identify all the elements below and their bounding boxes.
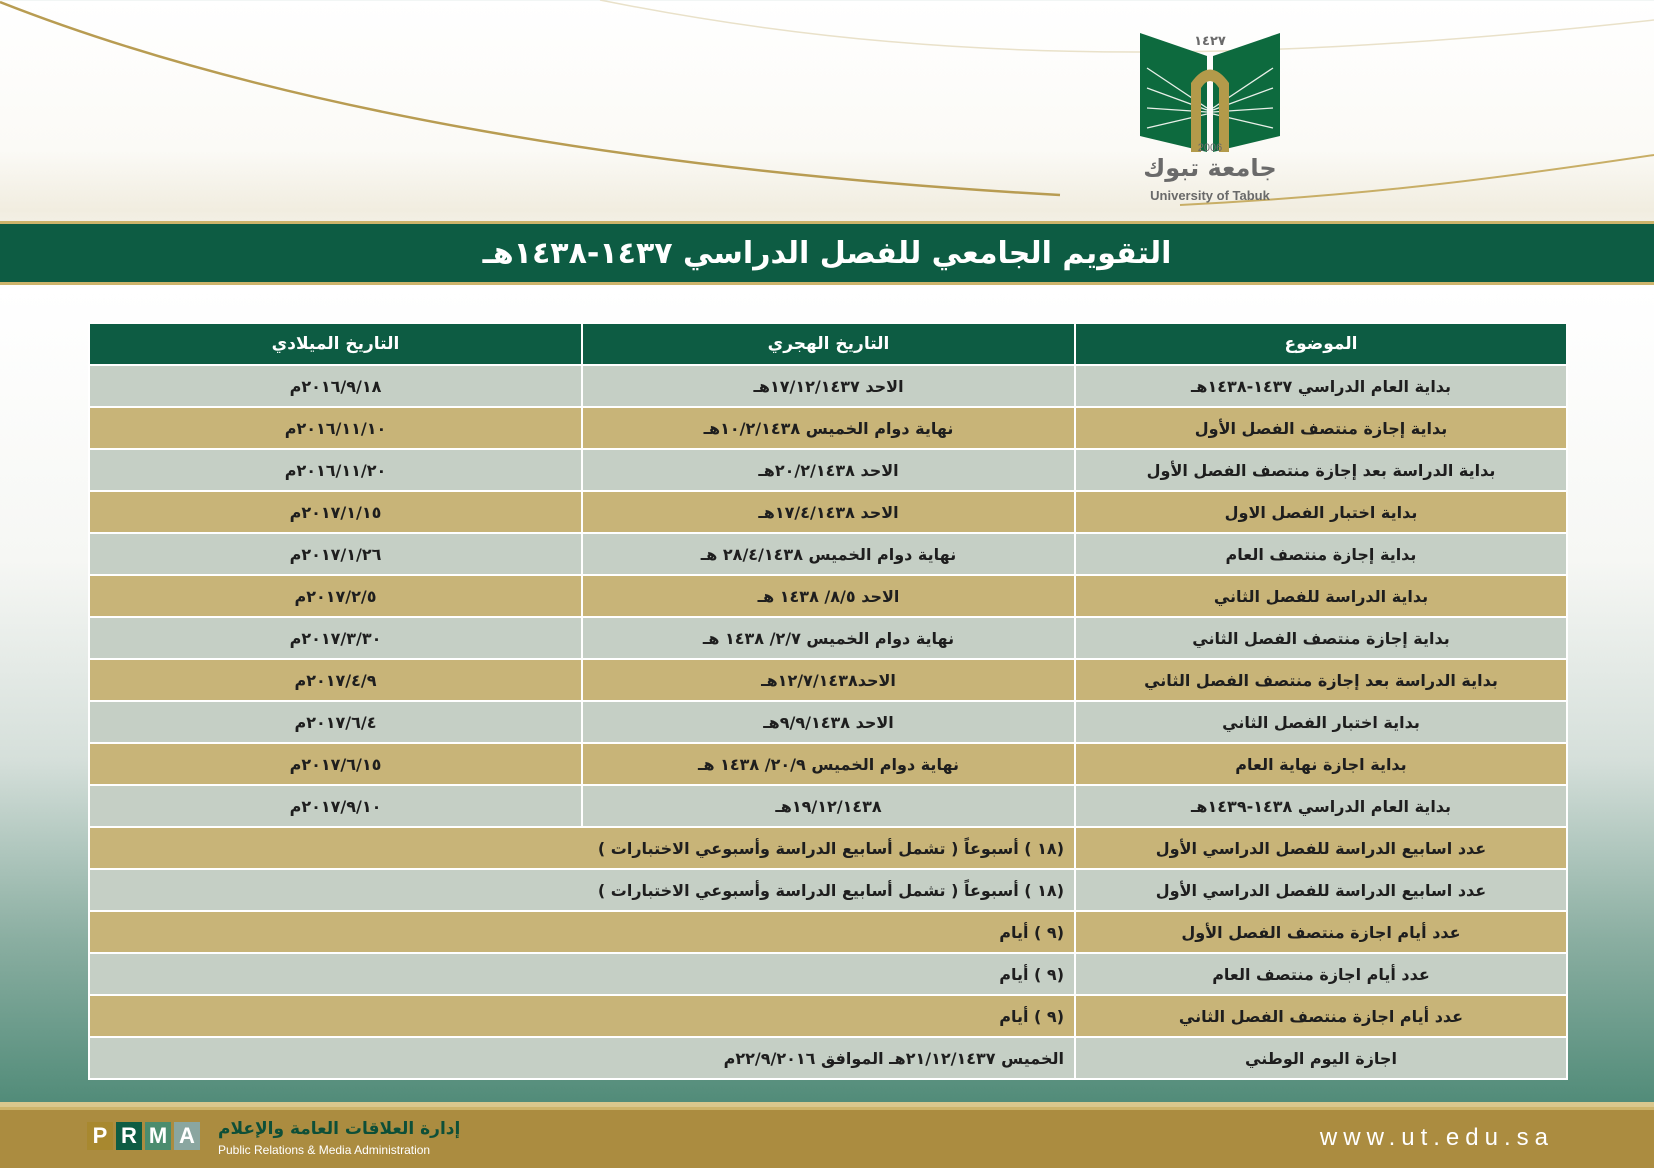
academic-calendar-table <box>88 322 1568 1080</box>
cell-subject: بداية الدراسة بعد إجازة منتصف الفصل الأول <box>1075 449 1567 491</box>
prma-letter-a: A <box>174 1122 200 1150</box>
prma-logo <box>87 1122 203 1150</box>
cell-subject: بداية اجازة نهاية العام <box>1075 743 1567 785</box>
university-logo <box>1135 28 1295 208</box>
table-row <box>89 491 1567 533</box>
cell-subject: بداية إجازة منتصف العام <box>1075 533 1567 575</box>
cell-hijri-date: ١٩/١٢/١٤٣٨هـ <box>582 785 1075 827</box>
logo-founding-year: 2006 <box>1197 142 1223 154</box>
cell-subject: عدد اسابيع الدراسة للفصل الدراسي الأول <box>1075 827 1567 869</box>
cell-subject: بداية اختبار الفصل الاول <box>1075 491 1567 533</box>
cell-summary-value: (١٨ ) أسبوعاً ( تشمل أسابيع الدراسة وأسبوعي الاختبارات ) <box>89 827 1075 869</box>
cell-hijri-date: نهاية دوام الخميس ٢/٧/ ١٤٣٨ هـ <box>582 617 1075 659</box>
table-summary-row <box>89 1037 1567 1079</box>
cell-gregorian-date: ٢٠١٧/٦/١٥م <box>89 743 582 785</box>
cell-gregorian-date: ٢٠١٧/١/١٥م <box>89 491 582 533</box>
cell-subject: عدد أيام اجازة منتصف الفصل الأول <box>1075 911 1567 953</box>
cell-subject: بداية العام الدراسي ١٤٣٨-١٤٣٩هـ <box>1075 785 1567 827</box>
cell-subject: بداية الدراسة للفصل الثاني <box>1075 575 1567 617</box>
table-row <box>89 785 1567 827</box>
page-title: التقويم الجامعي للفصل الدراسي ١٤٣٧-١٤٣٨هـ <box>482 235 1172 271</box>
cell-hijri-date: الاحد ١٧/٤/١٤٣٨هـ <box>582 491 1075 533</box>
cell-summary-value: (١٨ ) أسبوعاً ( تشمل أسابيع الدراسة وأسبوعي الاختبارات ) <box>89 869 1075 911</box>
header-gregorian-date: التاريخ الميلادي <box>89 323 582 365</box>
cell-hijri-date: نهاية دوام الخميس ١٠/٢/١٤٣٨هـ <box>582 407 1075 449</box>
table-row <box>89 701 1567 743</box>
cell-gregorian-date: ٢٠١٦/١١/١٠م <box>89 407 582 449</box>
table-row <box>89 659 1567 701</box>
table-row <box>89 533 1567 575</box>
cell-subject: بداية إجازة منتصف الفصل الأول <box>1075 407 1567 449</box>
table-summary-row <box>89 995 1567 1037</box>
table-row <box>89 575 1567 617</box>
cell-hijri-date: نهاية دوام الخميس ٢٨/٤/١٤٣٨ هـ <box>582 533 1075 575</box>
footer <box>0 1107 1654 1168</box>
cell-hijri-date: نهاية دوام الخميس ٢٠/٩/ ١٤٣٨ هـ <box>582 743 1075 785</box>
cell-gregorian-date: ٢٠١٧/٦/٤م <box>89 701 582 743</box>
table-row <box>89 743 1567 785</box>
table-summary-row <box>89 827 1567 869</box>
department-name-english: Public Relations & Media Administration <box>218 1143 431 1157</box>
cell-gregorian-date: ٢٠١٧/٤/٩م <box>89 659 582 701</box>
cell-hijri-date: الاحد ٢٠/٢/١٤٣٨هـ <box>582 449 1075 491</box>
cell-gregorian-date: ٢٠١٧/٢/٥م <box>89 575 582 617</box>
website-url[interactable]: www.ut.edu.sa <box>1319 1124 1554 1151</box>
cell-subject: اجازة اليوم الوطني <box>1075 1037 1567 1079</box>
cell-subject: عدد أيام اجازة منتصف الفصل الثاني <box>1075 995 1567 1037</box>
logo-name-arabic: جامعة تبوك <box>1143 154 1277 182</box>
prma-letter-m: M <box>145 1122 171 1150</box>
table-header-row <box>89 323 1567 365</box>
cell-subject: عدد أيام اجازة منتصف العام <box>1075 953 1567 995</box>
cell-summary-value: (٩ ) أيام <box>89 911 1075 953</box>
cell-summary-value: (٩ ) أيام <box>89 995 1075 1037</box>
cell-hijri-date: الاحد ١٧/١٢/١٤٣٧هـ <box>582 365 1075 407</box>
table-row <box>89 449 1567 491</box>
department-name-arabic: إدارة العلاقات العامة والإعلام <box>218 1119 461 1139</box>
cell-gregorian-date: ٢٠١٧/٩/١٠م <box>89 785 582 827</box>
cell-subject: بداية العام الدراسي ١٤٣٧-١٤٣٨هـ <box>1075 365 1567 407</box>
cell-subject: بداية إجازة منتصف الفصل الثاني <box>1075 617 1567 659</box>
cell-summary-value: الخميس ٢١/١٢/١٤٣٧هـ الموافق ٢٢/٩/٢٠١٦م <box>89 1037 1075 1079</box>
cell-subject: بداية الدراسة بعد إجازة منتصف الفصل الثاني <box>1075 659 1567 701</box>
cell-gregorian-date: ٢٠١٧/١/٢٦م <box>89 533 582 575</box>
title-band <box>0 221 1654 285</box>
table-row <box>89 617 1567 659</box>
cell-gregorian-date: ٢٠١٧/٣/٣٠م <box>89 617 582 659</box>
logo-hijri-year: ١٤٢٧ <box>1194 34 1226 49</box>
table-row <box>89 407 1567 449</box>
cell-gregorian-date: ٢٠١٦/١١/٢٠م <box>89 449 582 491</box>
cell-subject: بداية اختبار الفصل الثاني <box>1075 701 1567 743</box>
header-hijri-date: التاريخ الهجري <box>582 323 1075 365</box>
cell-summary-value: (٩ ) أيام <box>89 953 1075 995</box>
cell-hijri-date: الاحد ٨/٥/ ١٤٣٨ هـ <box>582 575 1075 617</box>
header-subject: الموضوع <box>1075 323 1567 365</box>
cell-hijri-date: الاحد١٢/٧/١٤٣٨هـ <box>582 659 1075 701</box>
background-swoosh <box>0 0 1654 230</box>
cell-hijri-date: الاحد ٩/٩/١٤٣٨هـ <box>582 701 1075 743</box>
cell-subject: عدد اسابيع الدراسة للفصل الدراسي الأول <box>1075 869 1567 911</box>
table-summary-row <box>89 869 1567 911</box>
logo-name-english: University of Tabuk <box>1150 188 1270 203</box>
prma-letter-p: P <box>87 1122 113 1150</box>
table-summary-row <box>89 911 1567 953</box>
table-summary-row <box>89 953 1567 995</box>
table-body <box>89 365 1567 1079</box>
table-row <box>89 365 1567 407</box>
prma-letter-r: R <box>116 1122 142 1150</box>
cell-gregorian-date: ٢٠١٦/٩/١٨م <box>89 365 582 407</box>
